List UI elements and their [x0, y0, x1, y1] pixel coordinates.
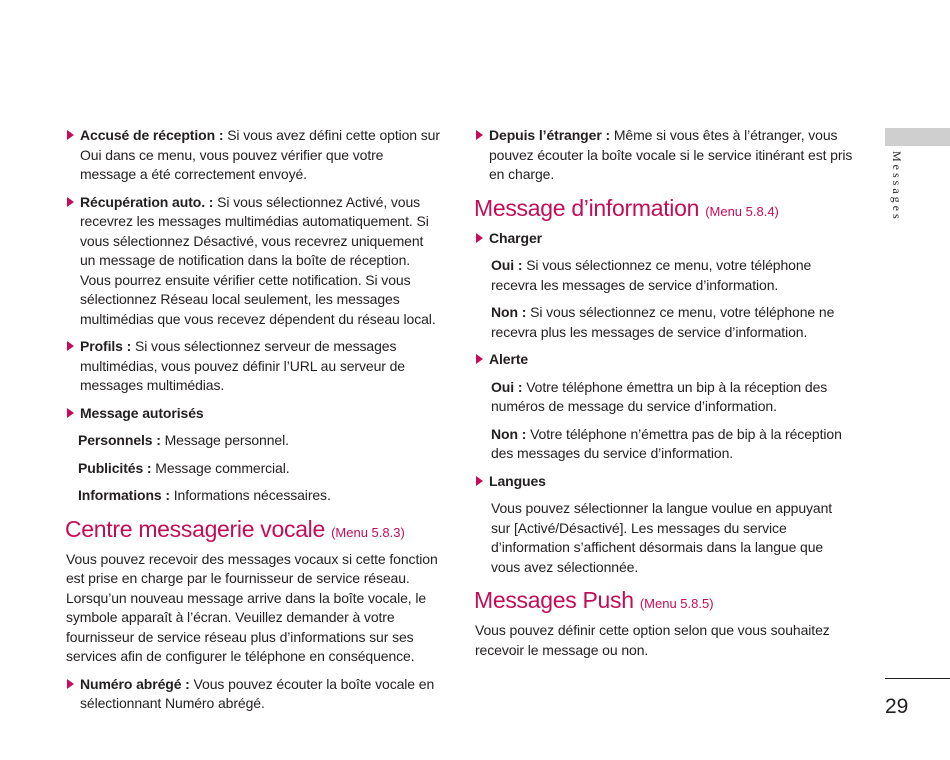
left-column [66, 126, 442, 722]
heading-menu-ref: (Menu 5.8.4) [705, 203, 779, 219]
bullet-label: Depuis l’étranger : [489, 127, 611, 143]
bullet-label: Numéro abrégé : [80, 675, 190, 692]
section-heading-messages-push [474, 587, 853, 617]
bullet-triangle-icon [476, 130, 483, 140]
bullet-triangle-icon [67, 679, 74, 689]
bullet-text: Vous pouvez écouter la boîte vocale en sélectionnant Numéro abrégé. [80, 675, 435, 711]
bullet-label: Message autorisés [80, 404, 204, 421]
bullet-triangle-icon [67, 130, 74, 140]
option-label: Non : [491, 304, 527, 320]
sub-item-text: Message personnel. [164, 432, 289, 448]
option-label: Non : [491, 425, 527, 442]
heading-menu-ref: (Menu 5.8.3) [331, 524, 405, 540]
bullet-label: Récupération auto. : [80, 193, 214, 210]
section-heading-message-information [474, 195, 853, 225]
right-column [475, 126, 853, 668]
heading-title: Message d’information [474, 194, 700, 221]
charger-non [491, 303, 853, 342]
sub-item-text: Informations nécessaires. [173, 487, 331, 503]
option-label: Oui : [491, 378, 523, 395]
sub-item-text: Message commercial. [155, 459, 290, 476]
page-number-rule [885, 678, 950, 679]
charger-oui [491, 256, 853, 295]
page-number: 29 [885, 695, 909, 718]
bullet-accuse-reception [66, 126, 442, 185]
bullet-recuperation-auto [66, 193, 442, 330]
section-paragraph: Vous pouvez recevoir des messages vocaux si cette fonction est prise en charge par le fournisseur de service réseau. Lorsqu’un nouveau message arrive dans la boîte vocale, le symbole apparaît à l’écran. Veuillez demander à votre fournisseur de service réseau plus d’informations sur ses services afin de configurer le téléphone en conséquence. [66, 550, 438, 664]
option-text: Votre téléphone n’émettra pas de bip à la réception des messages du service d’information. [491, 425, 842, 461]
bullet-numero-abrege [66, 675, 442, 714]
bullet-triangle-icon [476, 476, 483, 486]
section-paragraph: Vous pouvez définir cette option selon que vous souhaitez recevoir le message ou non. [475, 622, 830, 658]
heading-title: Messages Push [474, 587, 634, 613]
bullet-langues [475, 472, 853, 492]
option-text: Si vous sélectionnez ce menu, votre téléphone recevra les messages de service d’information. [491, 257, 812, 293]
alerte-oui [491, 378, 853, 417]
bullet-label: Accusé de réception : [80, 127, 224, 143]
bullet-triangle-icon [476, 233, 483, 243]
bullet-text: Si vous sélectionnez Activé, vous recevrez les messages multimédias automatiquement. Si vous sélectionnez Désactivé, vous recevrez uniquement un message de notification dans la boîte de réception. Vous pourrez ensuite vérifier cette notification. Si vous sélectionnez Réseau local seulement, les messages multimédias que vous recevez dépendent du réseau local. [80, 193, 436, 327]
sub-item-label: Publicités : [78, 459, 152, 476]
heading-title: Centre messagerie vocale [65, 515, 325, 542]
option-label: Oui : [491, 257, 523, 273]
bullet-label: Charger [489, 229, 542, 246]
option-text: Votre téléphone émettra un bip à la réception des numéros de message du service d’information. [491, 378, 828, 414]
bullet-charger [475, 229, 853, 249]
langues-text: Vous pouvez sélectionner la langue voulue en appuyant sur [Activé/Désactivé]. Les messages du service d’information s’affichent désormais dans la langue que vous avez sélectionnée. [491, 500, 833, 575]
bullet-text: Même si vous êtes à l’étranger, vous pouvez écouter la boîte vocale si le service itinérant est pris en charge. [489, 127, 853, 182]
alerte-non [491, 425, 853, 464]
bullet-triangle-icon [67, 408, 74, 418]
bullet-text: Si vous avez défini cette option sur Oui dans ce menu, vous pouvez vérifier que votre message a été correctement envoyé. [80, 127, 440, 182]
section-tab-marker [885, 128, 950, 146]
section-label-vertical: Messages [890, 151, 904, 222]
bullet-depuis-etranger [475, 126, 853, 185]
sub-item-label: Informations : [78, 487, 170, 503]
section-heading-centre-messagerie [65, 516, 442, 546]
bullet-profils [66, 337, 442, 396]
heading-menu-ref: (Menu 5.8.5) [639, 596, 714, 611]
bullet-triangle-icon [67, 197, 74, 207]
bullet-triangle-icon [67, 341, 74, 351]
bullet-triangle-icon [476, 354, 483, 364]
bullet-label: Langues [489, 472, 546, 489]
bullet-message-autorises [66, 404, 442, 424]
sub-item-informations [78, 486, 442, 506]
sub-item-publicites [78, 459, 442, 479]
sub-item-personnels [78, 431, 442, 451]
bullet-label: Alerte [489, 351, 529, 367]
bullet-label: Profils : [80, 338, 132, 354]
option-text: Si vous sélectionnez ce menu, votre téléphone ne recevra plus les messages de service d’information. [491, 304, 835, 340]
bullet-text: Si vous sélectionnez serveur de messages multimédias, vous pouvez définir l’URL au serveur de messages multimédias. [80, 338, 405, 393]
sub-item-label: Personnels : [78, 432, 161, 448]
bullet-alerte [475, 350, 853, 370]
